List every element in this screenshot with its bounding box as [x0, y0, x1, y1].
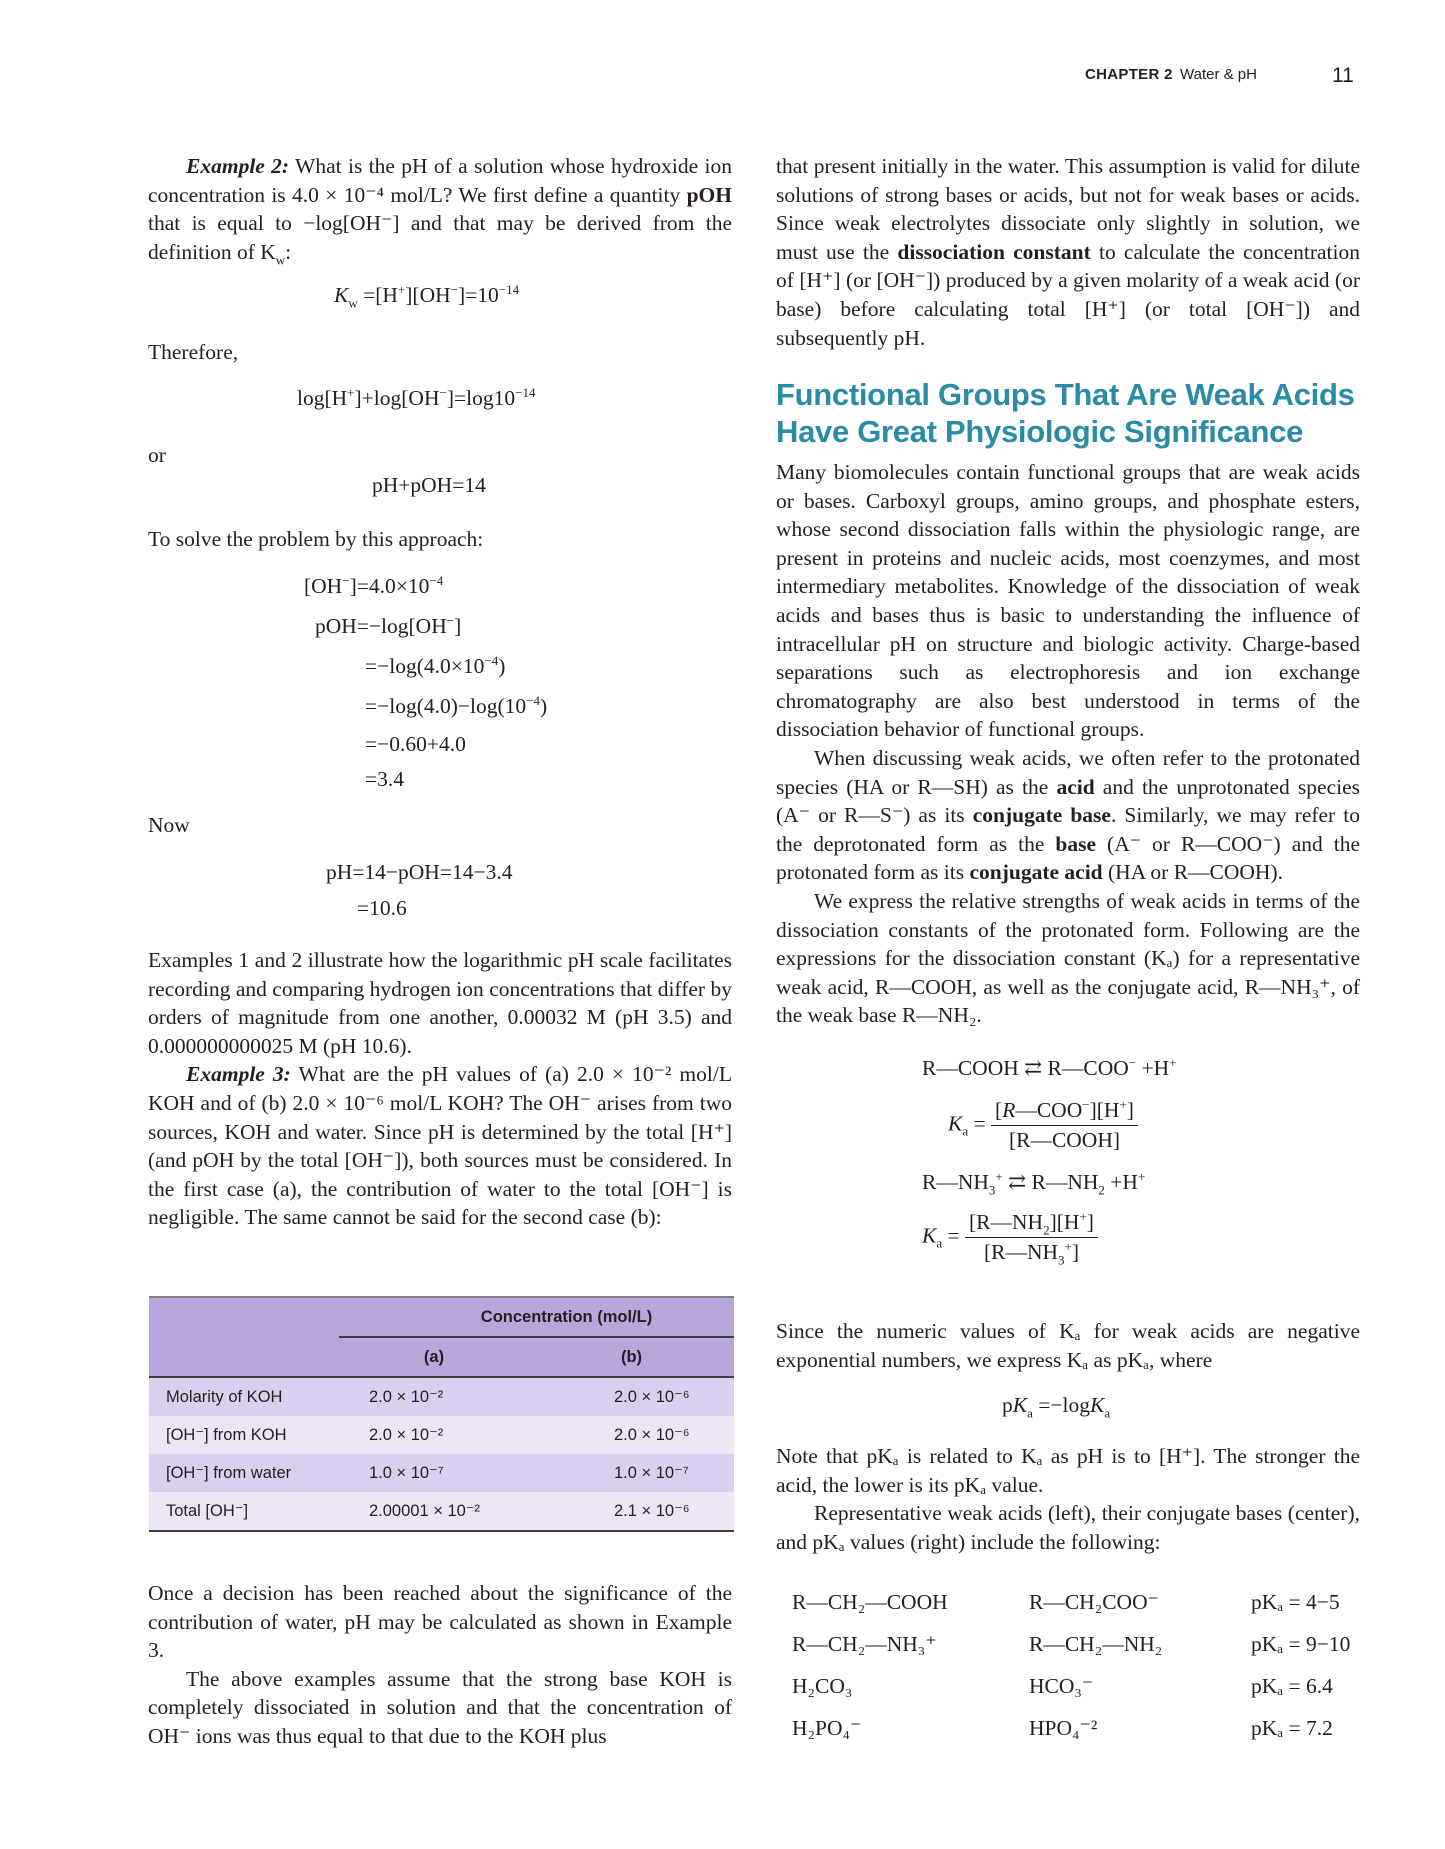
row-label: Total [OH⁻] — [149, 1492, 339, 1531]
example-2-tail: that is equal to −log[OH⁻] and that may be derived from the definition of K — [148, 211, 732, 264]
log-equation: $\log[H^+]+\log[OH^-]=\log 10^{-14}$ — [297, 384, 536, 410]
pka-entry: pKₐ = 6.4 — [1251, 1674, 1333, 1698]
poh-step-4: =3.4 — [365, 767, 405, 791]
functional-groups-body — [776, 458, 1360, 1030]
approach-label: To solve the problem by this approach: — [148, 527, 484, 551]
row-label: [OH⁻] from KOH — [149, 1416, 339, 1454]
pka-definition-paragraph — [776, 1317, 1360, 1374]
kw-equation: $K_w =[H^+][OH^-]=10^{-14}$ — [334, 281, 520, 311]
cell-a: 2.00001 × 10⁻² — [339, 1492, 529, 1531]
cell-b: 1.0 × 10⁻⁷ — [529, 1454, 734, 1492]
chapter-label: CHAPTER 2 — [1085, 66, 1173, 83]
intro-text: that present initially in the water. This assumption is valid for dilute solutions of strong bases or acids, but not for weak bases or acids. Since weak electrolytes dissociate only slightly in solution, we must use the — [776, 154, 1360, 264]
representative-acids-paragraph: Representative weak acids (left), their conjugate bases (center), and pKₐ values (right) include the following: — [776, 1501, 1360, 1554]
nh3-dissociation-eq: $R—NH_3^+$ ⇄ $R—NH_2 +H^+$ — [922, 1168, 1146, 1198]
row-label: Molarity of KOH — [149, 1377, 339, 1416]
cell-a: 2.0 × 10⁻² — [339, 1416, 529, 1454]
base-entry: HCO₃⁻ — [1029, 1674, 1094, 1698]
poh-definition-eq: pOH=−log[OH−] — [315, 612, 462, 638]
now-label: Now — [148, 813, 190, 837]
example-3-body: What are the pH values of (a) 2.0 × 10⁻² mol/L KOH and of (b) 2.0 × 10⁻⁶ mol/L KOH? The OH⁻ arises from two sources, KOH and water. Since pH is determined by the total [H⁺] (and pOH by the total [OH⁻]), both sources must be considered. In the first case (a), the contribution of water to the total [OH⁻] is negligible. The same cannot be said for the second case (b): — [148, 1062, 732, 1230]
poh-step-2: $=-\log(4.0)-\log(10^{-4})$ — [365, 692, 548, 718]
intro-text-tail: to calculate the concentration of [H⁺] (or [OH⁻]) produced by a given molarity of a weak acid (or base) before calculating total [H⁺] (or total [OH⁻]) and subsequently pH. — [776, 239, 1361, 350]
continuation-paragraph — [776, 152, 1360, 352]
poh-step-3: =−0.60+4.0 — [365, 732, 466, 756]
base-term: base — [1055, 831, 1097, 856]
decision-paragraph: Once a decision has been reached about the significance of the contribution of water, pH may be calculated as shown in Example 3. — [148, 1581, 732, 1663]
pka-entry: pKₐ = 9−10 — [1251, 1632, 1351, 1656]
example-2-body: What is the pH of a solution whose hydroxide ion concentration is 4.0 × 10⁻⁴ mol/L? We first define a quantity — [148, 154, 732, 207]
dissociation-constant-term: dissociation constant — [897, 239, 1091, 264]
pka-entry: pKₐ = 4−5 — [1251, 1590, 1340, 1614]
assumption-paragraph: The above examples assume that the strong base KOH is completely dissociated in solution and that the concentration of OH⁻ ions was thus equal to that due to the KOH plus — [148, 1666, 732, 1748]
poh-term: pOH — [686, 182, 732, 207]
column-a-header: (a) — [339, 1337, 529, 1377]
ph-result-value: =10.6 — [357, 896, 407, 920]
conjugate-acid-term: conjugate acid — [969, 860, 1103, 885]
examples-discussion — [148, 946, 732, 1232]
biomolecules-paragraph: Many biomolecules contain functional groups that are weak acids or bases. Carboxyl groups, amino groups, and phosphate esters, whose second dissociation falls within the physiologic range, are present in proteins and nucleic acids, most coenzymes, and most intermediary metabolites. Knowledge of the dissociation of weak acids and bases thus is basic to understanding the influence of intracellular pH on structure and biologic activity. Charge-based separations such as electrophoresis and ion exchange chromatography are also best understood in terms of the dissociation behavior of functional groups. — [776, 460, 1360, 742]
ph-result-eq: pH=14−pOH=14−3.4 — [326, 860, 513, 884]
section-heading: Functional Groups That Are Weak Acids Have Great Physiologic Significance — [776, 377, 1355, 449]
column-b-header: (b) — [529, 1337, 734, 1377]
since-paragraph: Since the numeric values of Kₐ for weak acids are negative exponential numbers, we express Kₐ as pKₐ, where — [776, 1319, 1360, 1372]
weak-acids-paragraph: When discussing weak acids, we often refer to the protonated species (HA or R—SH) as the acid and the unprotonated species (A⁻ or R—S⁻) as its conjugate base. Similarly, we may refer to the deprotonated form as the base (A⁻ or R—COO⁻) and the protonated form as its conjugate acid (HA or R—COOH). — [776, 745, 1361, 885]
closing-paragraphs — [148, 1579, 732, 1751]
cell-b: 2.0 × 10⁻⁶ — [529, 1377, 734, 1416]
base-entry: HPO₄⁻² — [1029, 1716, 1098, 1740]
acid-entry: H₂PO₄⁻ — [792, 1716, 862, 1740]
acid-term: acid — [1056, 774, 1095, 799]
concentration-header: Concentration (mol/L) — [339, 1297, 734, 1337]
oh-concentration-eq: $[OH^-]=4.0\times 10^{-4}$ — [304, 572, 444, 598]
table-row — [149, 1492, 734, 1531]
base-entry: R—CH₂COO⁻ — [1029, 1590, 1159, 1614]
table-row — [149, 1454, 734, 1492]
example-3-paragraph — [148, 1060, 732, 1232]
pka-note — [776, 1442, 1360, 1556]
conjugate-base-term: conjugate base — [972, 803, 1111, 828]
cooh-dissociation-eq: R—COOH ⇄ R—COO− +H+ — [922, 1054, 1177, 1080]
row-label: [OH⁻] from water — [149, 1454, 339, 1492]
table-row — [149, 1416, 734, 1454]
nh3-ka-eq: $K_a$ = $\frac{[R—NH_2][H^+]}{[R—NH_3^+]}$ — [922, 1210, 1098, 1265]
concentration-table — [149, 1296, 734, 1532]
cell-a: 1.0 × 10⁻⁷ — [339, 1454, 529, 1492]
examples-1-2-paragraph: Examples 1 and 2 illustrate how the logarithmic pH scale facilitates recording and comparing hydrogen ion concentrations that differ by orders of magnitude from one another, 0.00032 M (pH 3.5) and 0.000000000025 M (pH 10.6). — [148, 948, 732, 1058]
section-title: Water & pH — [1180, 66, 1257, 83]
cell-b: 2.1 × 10⁻⁶ — [529, 1492, 734, 1531]
base-entry: R—CH₂—NH₂ — [1029, 1632, 1163, 1656]
poh-step-1: $=-\log(4.0\times 10^{-4})$ — [365, 652, 506, 678]
pka-equation: $pK_a =-\log K_a$ — [1002, 1393, 1111, 1421]
acid-entry: R—CH₂—COOH — [792, 1590, 948, 1614]
or-label: or — [148, 443, 166, 467]
page-number: 11 — [1332, 64, 1354, 87]
pka-entry: pKₐ = 7.2 — [1251, 1716, 1333, 1740]
example-3-lead: Example 3: — [186, 1062, 291, 1087]
table-subheader-row — [149, 1337, 734, 1377]
pka-note-paragraph: Note that pKₐ is related to Kₐ as pH is to [H⁺]. The stronger the acid, the lower is its pKₐ value. — [776, 1444, 1360, 1497]
acid-entry: R—CH₂—NH₃⁺ — [792, 1632, 937, 1656]
table-header-row — [149, 1297, 734, 1337]
example-2-paragraph: Example 2: What is the pH of a solution whose hydroxide ion concentration is 4.0 × 10⁻⁴ mol/L? We first define a quantity pOH that is equal to −log[OH⁻] and that may be derived from the definition of $K_w$: — [148, 154, 732, 268]
table-row — [149, 1377, 734, 1416]
cell-b: 2.0 × 10⁻⁶ — [529, 1416, 734, 1454]
example-2-lead: Example 2: — [186, 154, 290, 178]
therefore-label: Therefore, — [148, 340, 239, 364]
cell-a: 2.0 × 10⁻² — [339, 1377, 529, 1416]
ph-poh-equation: pH+pOH=14 — [372, 473, 486, 497]
cooh-ka-eq: $K_a$ = $\frac{[R—COO^-][H^+]}{\text{[R—COOH]}}$ — [948, 1098, 1138, 1153]
acid-entry: H₂CO₃ — [792, 1674, 853, 1698]
strength-paragraph: We express the relative strengths of weak acids in terms of the dissociation constants of the protonated form. Following are the expressions for the dissociation constant (Kₐ) for a representative weak acid, R—COOH, as well as the conjugate acid, R—NH₃⁺, of the weak base R—NH₂. — [776, 888, 1360, 1028]
